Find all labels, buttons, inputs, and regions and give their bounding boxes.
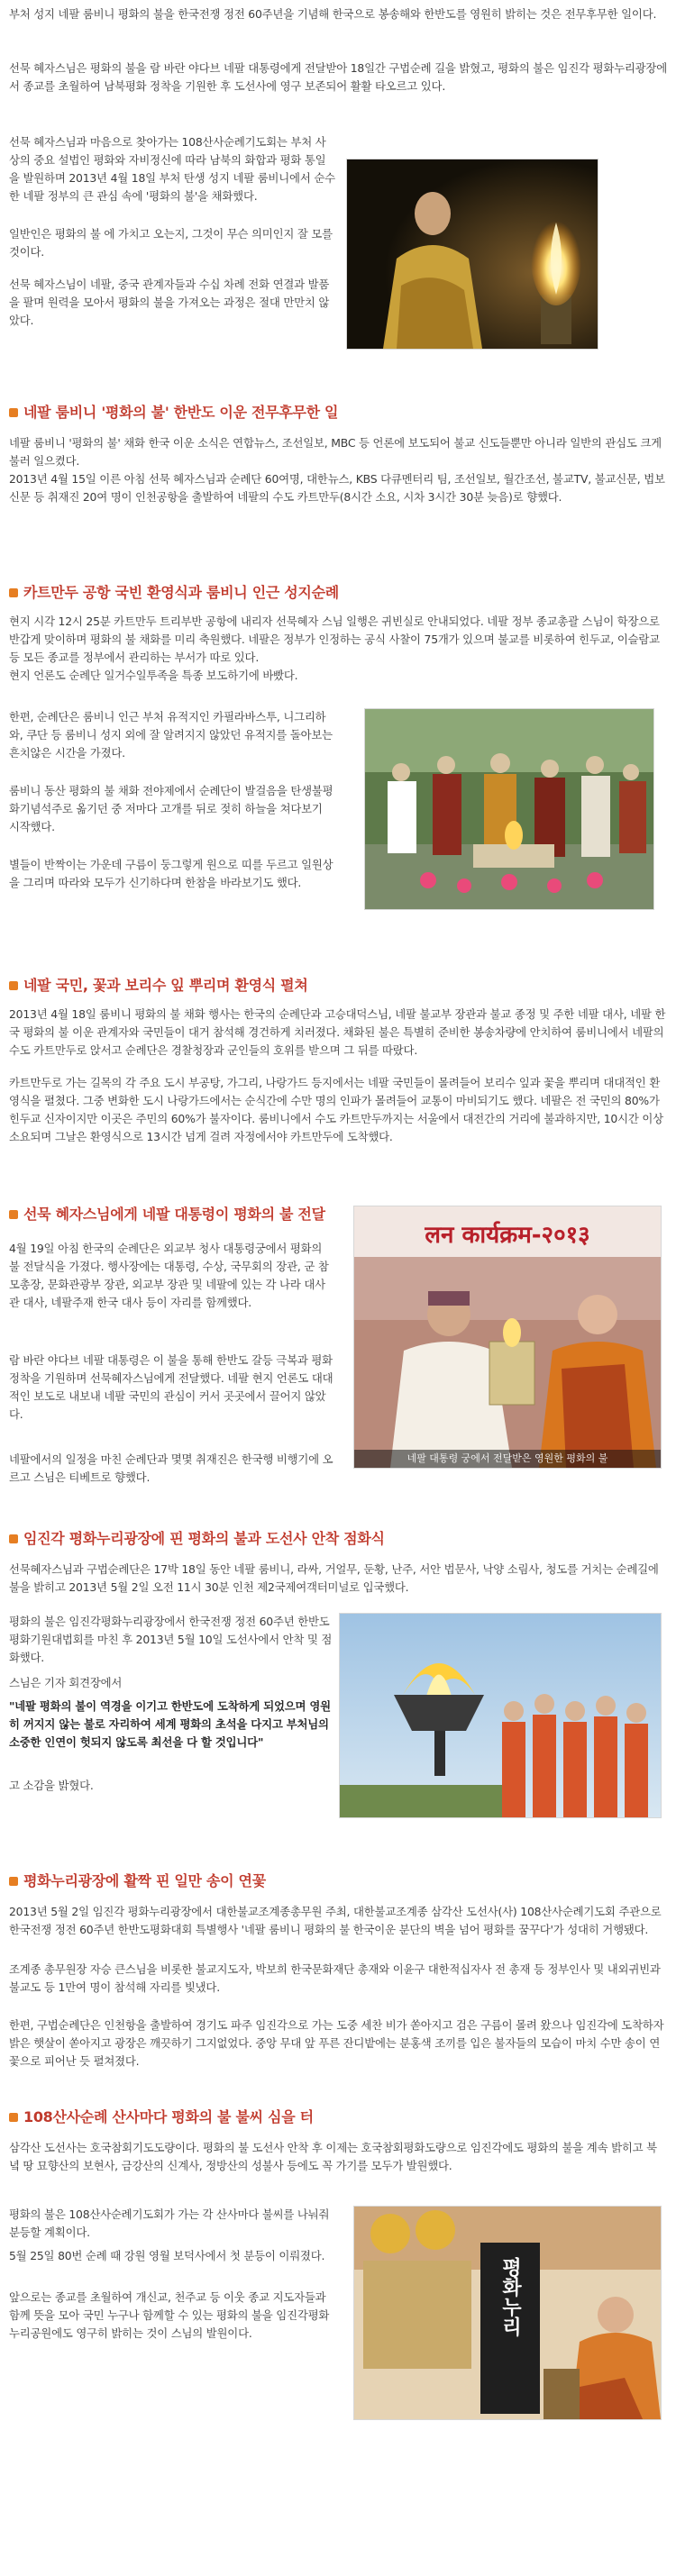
president-handover-photo bbox=[353, 1206, 662, 1469]
section4-paragraph-1: 4월 19일 아침 한국의 순례단은 외교부 청사 대통령궁에서 평화의 불 전달식을 가졌다. 행사장에는 대통령, 수상, 국무회의 장관, 군 참모총장, 문화관광부 장관, 외교부 장관 및 네팔에 있는 각 나라 대사관 대사, 네팔주재 한국 대사 등이 자리를 함께했다. bbox=[9, 1242, 329, 1309]
section7-paragraph-4: 앞으로는 종교를 초월하여 개신교, 천주교 등 이웃 종교 지도자들과 함께 뜻을 모아 국민 누구나 함께할 수 있는 평화의 불을 임진각평화누리공원에도 영구히 밝히는 것이 스님의 발원이다. bbox=[9, 2290, 330, 2340]
section6-paragraph-3: 한편, 구법순례단은 인천항을 출발하여 경기도 파주 임진각으로 가는 도중 세찬 비가 쏟아지고 검은 구름이 몰려 왔으나 임진각에 도착하자 밝은 햇살이 쏟아지고 광장은 깨끗하기 그지없었다. 중앙 무대 앞 푸른 잔디밭에는 분홍색 조끼를 입은 불자들의 모습이 마치 수만 송이 연꽃으로 피어난 듯 펼쳐졌다. bbox=[9, 2018, 664, 2068]
section2-paragraph-1: 현지 시각 12시 25분 카트만두 트리부반 공항에 내리자 선묵혜자 스님 일행은 귀빈실로 안내되었다. 네팔 정부 종교총괄 스님이 학장으로 반갑게 맞이하며 평화의 불 채화를 미리 축원했다. 네팔은 정부가 인정하는 공식 사찰이 75개가 있으며 불교를 비롯하여 힌두교, 이슬람교 등 모든 종교를 정부에서 관리하는 부서가 따로 있다. bbox=[9, 614, 660, 664]
section7-paragraph-1: 삼각산 도선사는 호국참회기도도량이다. 평화의 불 도선사 안착 후 이제는 호국참회평화도량으로 임진각에도 평화의 불을 계속 밝히고 북녘 땅 묘향산의 보현사, 금강산의 신계사, 정방산의 성불사 등에도 꼭 가기를 모두가 발원했다. bbox=[9, 2141, 657, 2172]
peace-flame-monument-photo bbox=[353, 2206, 662, 2420]
section1-paragraph-1: 네팔 룸비니 '평화의 불' 채화 한국 이운 소식은 연합뉴스, 조선일보, MBC 등 언론에 보도되어 불교 신도들뿐만 아니라 일반의 관심도 크게 불러 일으켰다. bbox=[9, 436, 662, 468]
section-heading-2-text: 카트만두 공항 국빈 환영식과 룸비니 인근 성지순례 bbox=[23, 584, 339, 601]
section6-paragraph-2: 조계종 총무원장 자승 큰스님을 비롯한 불교지도자, 박보희 한국문화재단 총재와 이윤구 대한적십자사 전 총재 등 정부인사 및 내외귀빈과 불교도 등 1만여 명이 참석해 자리를 빛냈다. bbox=[9, 1962, 661, 1994]
section-heading-7 bbox=[9, 2107, 667, 2128]
section-heading-1 bbox=[9, 402, 667, 423]
section3-paragraph-2: 카트만두로 가는 길목의 각 주요 도시 부공탕, 가그리, 나랑가드 등지에서는 네팔 국민들이 몰려들어 보리수 잎과 꽃을 뿌리며 대대적인 환영식을 펼쳤다. 그중 변화한 도시 나랑가드에서는 순식간에 수만 명의 인파가 몰려들어 교통이 마비되기도 했다. 네팔은 전 국민의 80%가 힌두교 신자이지만 이곳은 주민의 60%가 불자이다. 룸비니에서 수도 카트만두까지는 서울에서 대전간의 거리에 불과하지만, 10시간 이상 소요되며 그날은 환영식으로 13시간 넘게 걸려 자정에서야 카트만두에 도착했다. bbox=[9, 1076, 663, 1143]
section-heading-6 bbox=[9, 1871, 667, 1892]
section5-paragraph-4: 고 소감을 밝혔다. bbox=[9, 1779, 94, 1792]
section7-paragraph-3: 5월 25일 80번 순례 때 강원 영월 보덕사에서 첫 분등이 이뤄졌다. bbox=[9, 2249, 325, 2262]
section5-paragraph-3: 스님은 기자 회견장에서 bbox=[9, 1676, 123, 1689]
monk-with-flame-photo bbox=[346, 159, 598, 350]
bullet-icon bbox=[9, 2113, 18, 2122]
section-heading-4-text: 선묵 혜자스님에게 네팔 대통령이 평화의 불 전달 bbox=[23, 1206, 325, 1223]
section-heading-3 bbox=[9, 975, 667, 997]
section1-paragraph-2: 2013년 4월 15일 이른 아침 선묵 혜자스님과 순례단 60여명, 대한뉴스, KBS 다큐멘터리 팀, 조선일보, 월간조선, 불교TV, 불교신문, 법보신문 등 취재진 20여 명이 인천공항을 출발하여 네팔의 수도 카트만두(8시간 소요, 시차 3시간 30분 늦음)로 향했다. bbox=[9, 472, 665, 504]
section3-paragraph-1: 2013년 4월 18일 룸비니 평화의 불 채화 행사는 한국의 순례단과 고승대덕스님, 네팔 불교부 장관과 불교 종정 및 주한 네팔 대사, 네팔 한국 평화의 불 이운 관계자와 국민들이 대거 참석해 경건하게 치러졌다. 채화된 불은 특별히 준비한 봉송차량에 안치하여 룸비니에서 네팔의 수도 카트만두로 앉서고 순례단은 경찰청장과 군인들의 호위를 받으며 그 뒤를 따랐다. bbox=[9, 1007, 666, 1057]
section6-paragraph-1: 2013년 5월 2일 임진각 평화누리광장에서 대한불교조계종총무원 주최, 대한불교조계종 삼각산 도선사(사) 108산사순례기도회 주관으로 한국전쟁 정전 60주년 한반도평화대회 특별행사 '네팔 룸비니 평화의 불 한국이운 분단의 벽을 넘어 평화를 꿈꾸다'가 성대히 거행됐다. bbox=[9, 1905, 662, 1936]
bullet-icon bbox=[9, 1534, 18, 1543]
section-heading-1-text: 네팔 룸비니 '평화의 불' 한반도 이운 전무후무한 일 bbox=[23, 404, 339, 421]
section7-paragraph-2: 평화의 불은 108산사순례기도회가 가는 각 산사마다 불씨를 나눠줘 분등할 계획이다. bbox=[9, 2207, 330, 2239]
photo-caption: 네팔 대통령 궁에서 전달받은 영원한 평화의 불 bbox=[354, 1450, 661, 1468]
section-heading-6-text: 평화누리광장에 활짝 핀 일만 송이 연꽃 bbox=[23, 1872, 266, 1889]
section-heading-5 bbox=[9, 1528, 667, 1550]
torch-lighting-photo bbox=[339, 1613, 662, 1818]
intro-paragraph-4: 일반인은 평화의 불 에 가치고 오는지, 그것이 무슨 의미인지 잘 모를 것이다. bbox=[9, 227, 333, 259]
bullet-icon bbox=[9, 1210, 18, 1219]
section-heading-3-text: 네팔 국민, 꽃과 보리수 잎 뿌리며 환영식 펼쳐 bbox=[23, 977, 308, 994]
bullet-icon bbox=[9, 588, 18, 597]
section-heading-7-text: 108산사순례 산사마다 평화의 불 불씨 심을 터 bbox=[23, 2108, 314, 2125]
section2-paragraph-2: 현지 언론도 순례단 일거수일투족을 특종 보도하기에 바빴다. bbox=[9, 669, 298, 682]
section2-paragraph-5: 별들이 반짝이는 가운데 구름이 둥그렇게 원으로 띠를 두르고 일원상을 그리며 따라와 모두가 신기하다며 한참을 바라보기도 했다. bbox=[9, 858, 333, 889]
intro-paragraph-5: 선묵 혜자스님이 네팔, 중국 관계자들과 수십 차례 전화 연결과 발품을 팔며 원력을 모아서 평화의 불을 가져오는 과정은 절대 만만치 않았다. bbox=[9, 278, 330, 327]
intro-paragraph-1: 부처 성지 네팔 룸비니 평화의 불을 한국전쟁 정전 60주년을 기념해 한국으로 봉송해와 한반도를 영원히 밝히는 것은 전무후무한 일이다. bbox=[9, 7, 657, 21]
section-heading-5-text: 임진각 평화누리광장에 핀 평화의 불과 도선사 안착 점화식 bbox=[23, 1530, 385, 1547]
banner-text: लन कार्यक्रम-२०१३ bbox=[425, 1222, 590, 1249]
bullet-icon bbox=[9, 981, 18, 990]
section5-paragraph-2: 평화의 불은 임진각평화누리광장에서 한국전쟁 정전 60주년 한반도평화기원대법회를 마친 후 2013년 5월 10일 도선사에서 안착 및 점화했다. bbox=[9, 1615, 333, 1664]
monument-sign-text: 평화누리 bbox=[498, 2257, 522, 2336]
section4-paragraph-3: 네팔에서의 일정을 마친 순례단과 몇몇 취재진은 한국행 비행기에 오르고 스님은 티베트로 향했다. bbox=[9, 1452, 333, 1484]
intro-paragraph-2: 선묵 혜자스님은 평화의 불을 람 바란 야다브 네팔 대통령에게 전달받아 18일간 구법순례 길을 밝혔고, 평화의 불은 임진각 평화누리광장에서 종교를 초월하여 남북평화 정착을 기원한 후 도선사에 영구 보존되어 활활 타오르고 있다. bbox=[9, 61, 667, 93]
intro-paragraph-3: 선묵 혜자스님과 마음으로 찾아가는 108산사순례기도회는 부처 사상의 중요 설법인 평화와 자비정신에 따라 남북의 화합과 평화 통일을 발원하며 2013년 4월 18일 부처 탄생 성지 네팔 룸비니에서 순수한 네팔 정부의 큰 관심 속에 '평화의 불'을 채화했다. bbox=[9, 135, 335, 203]
section2-paragraph-4: 룸비니 동산 평화의 불 채화 전야제에서 순례단이 발걸음을 탄생불평화기념석주로 옮기던 중 저마다 고개를 뒤로 젖히 하늘을 쳐다보기 시작했다. bbox=[9, 784, 333, 833]
section-heading-2 bbox=[9, 582, 667, 604]
bullet-icon bbox=[9, 1877, 18, 1886]
lumbini-ceremony-photo bbox=[364, 708, 654, 910]
section4-paragraph-2: 람 바란 야다브 네팔 대통령은 이 불을 통해 한반도 갈등 극복과 평화정착을 기원하며 선묵혜자스님에게 전달했다. 네팔 현지 언론도 대대적인 보도로 내보내 네팔 국민의 관심이 커서 곳곳에서 끌어지 않았다. bbox=[9, 1353, 333, 1421]
bullet-icon bbox=[9, 408, 18, 417]
section5-paragraph-1: 선묵혜자스님과 구법순례단은 17박 18일 동안 네팔 룸비니, 라싸, 거얼무, 둔황, 난주, 서안 법문사, 낙양 소림사, 청도를 거치는 순례길에 불을 밝히고 2013년 5월 2일 오전 11시 30분 인천 제2국제여객터미널로 입국했다. bbox=[9, 1562, 659, 1594]
section2-paragraph-3: 한편, 순례단은 룸비니 인근 부처 유적지인 카필라바스투, 니그리하와, 쿠단 등 룸비니 성지 외에 잘 알려지지 않았던 유적지를 돌아보는 흔치않은 시간을 가졌다. bbox=[9, 710, 333, 760]
monk-quote: "네팔 평화의 불이 역경을 이기고 한반도에 도착하게 되었으며 영원히 꺼지지 않는 불로 자리하여 세계 평화의 초석을 다지고 부처님의 소중한 인연이 헛되지 않도록 최선을 다 할 것입니다" bbox=[9, 1699, 331, 1749]
